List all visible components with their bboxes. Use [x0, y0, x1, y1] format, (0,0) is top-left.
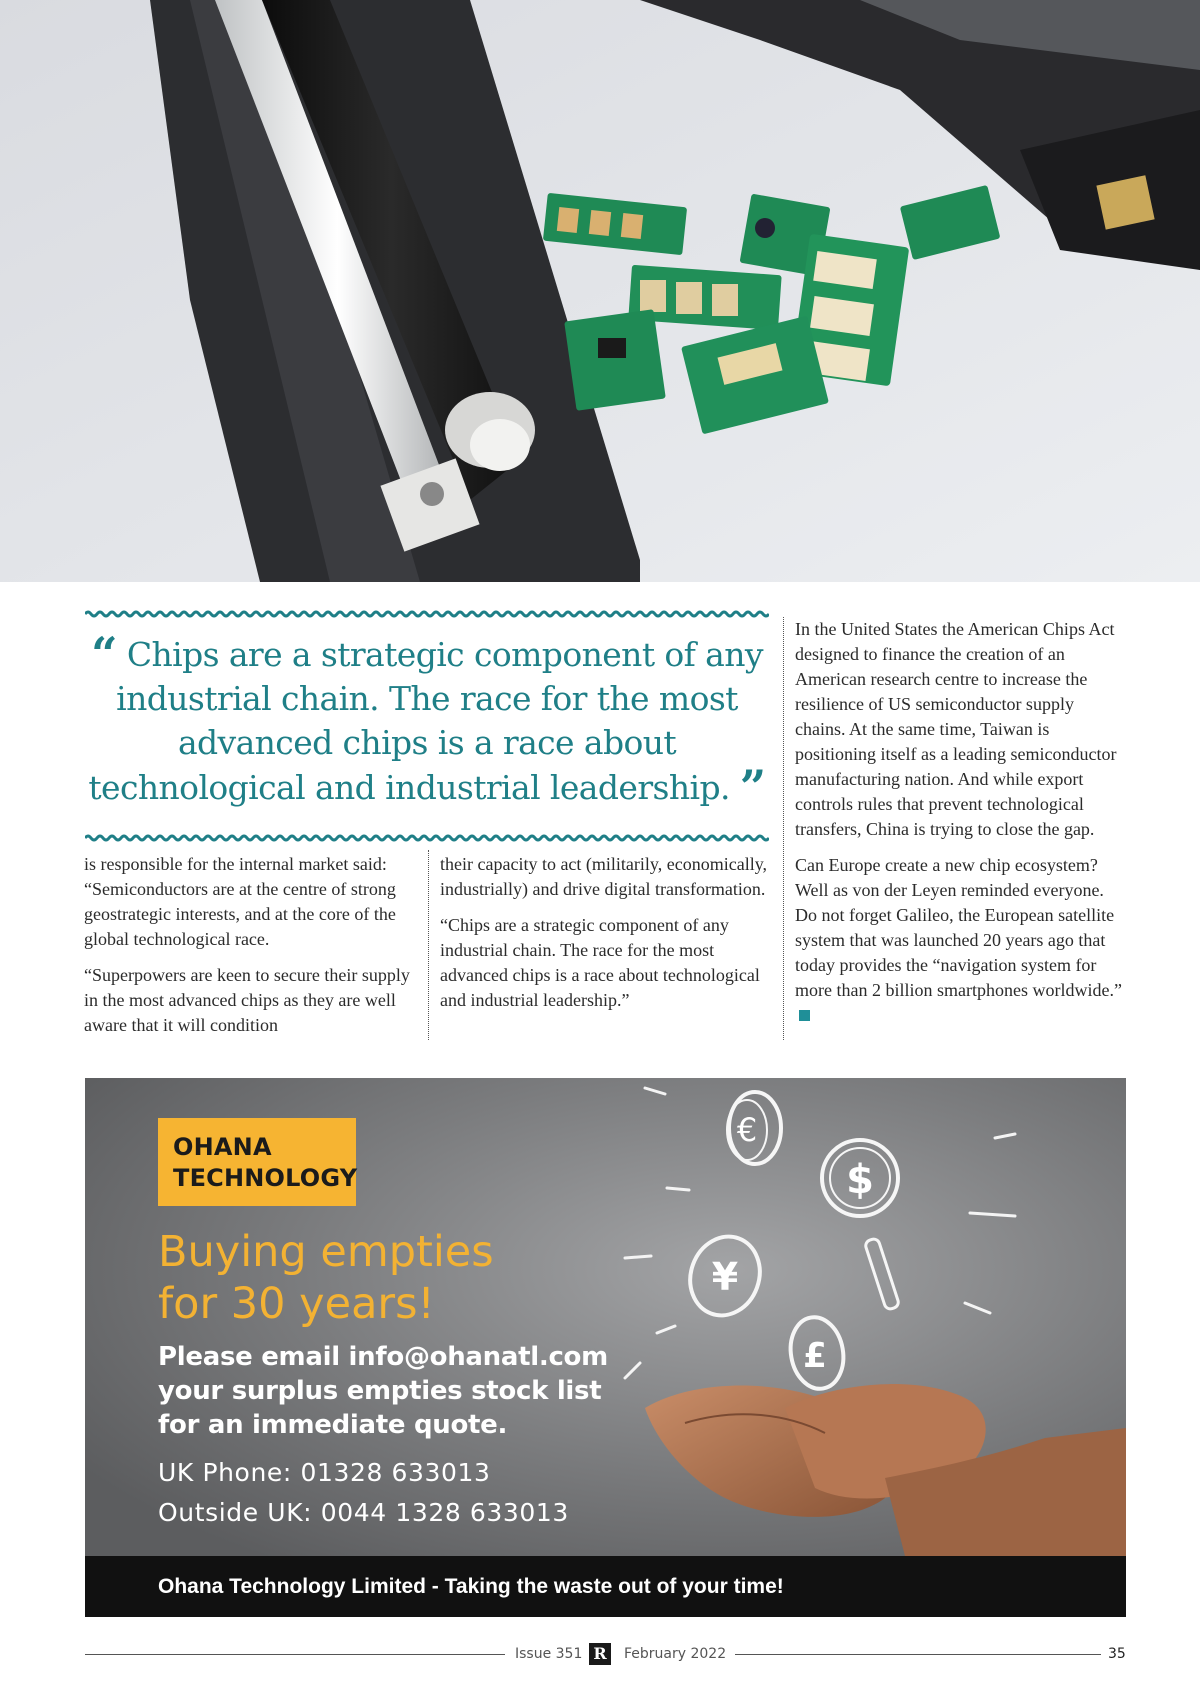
- column-divider: [783, 617, 784, 1040]
- email-line[interactable]: Please email info@ohanatl.com: [158, 1342, 608, 1372]
- paragraph: is responsible for the internal market said: “Semiconductors are at the centre of strong geostrategic interests, and at the core of the global technological race.: [84, 854, 396, 949]
- ad-headline: [158, 1226, 618, 1330]
- paragraph: [795, 853, 1125, 1028]
- ad-footer-tagline: Ohana Technology Limited - Taking the waste out of your time!: [85, 1556, 1126, 1617]
- article-column-1: [84, 852, 416, 1049]
- paragraph: “Chips are a strategic component of any industrial chain. The race for the most advanced chips is a race about technological and industrial leadership.”: [440, 915, 760, 1010]
- column-divider: [428, 850, 429, 1040]
- headline-line: for 30 years!: [158, 1279, 435, 1329]
- pull-quote: [85, 610, 769, 840]
- uk-phone[interactable]: UK Phone: 01328 633013: [158, 1458, 491, 1487]
- logo-line: TECHNOLOGY: [173, 1164, 358, 1192]
- email-line: your surplus empties stock list: [158, 1376, 602, 1406]
- article-column-3: [795, 617, 1125, 1039]
- open-quote-mark: “: [91, 627, 117, 681]
- footer-rule-left: [85, 1654, 505, 1655]
- issue-number: Issue 351: [515, 1646, 583, 1662]
- ad-email-call-to-action[interactable]: [158, 1340, 628, 1442]
- issue-date: February 2022: [624, 1646, 727, 1662]
- page-number: 35: [1108, 1646, 1126, 1662]
- close-quote-mark: ”: [739, 760, 766, 814]
- toner-cartridge-illustration: [0, 0, 1200, 582]
- end-of-article-marker: [799, 1010, 810, 1021]
- ohana-logo: [158, 1118, 356, 1206]
- logo-line: OHANA: [173, 1133, 272, 1161]
- pull-quote-body: Chips are a strategic component of any industrial chain. The race for the most advanced chips is a race about technological and industrial leadership.: [88, 635, 763, 807]
- email-line: for an immediate quote.: [158, 1410, 508, 1440]
- pull-quote-text: [85, 627, 769, 814]
- svg-text:$: $: [846, 1157, 874, 1203]
- wave-divider-bottom: [85, 834, 769, 842]
- footer-rule-right: [735, 1654, 1101, 1655]
- chip-5: [564, 309, 666, 411]
- paragraph: “Superpowers are keen to secure their supply in the most advanced chips as they are well aware that it will condition: [84, 965, 410, 1035]
- international-phone[interactable]: Outside UK: 0044 1328 633013: [158, 1498, 569, 1527]
- svg-text:€: €: [736, 1111, 758, 1149]
- svg-text:£: £: [803, 1336, 827, 1376]
- wave-divider-top: [85, 610, 769, 618]
- magazine-logo: R: [589, 1643, 611, 1665]
- ohana-advert[interactable]: [85, 1078, 1126, 1617]
- paragraph: In the United States the American Chips Act designed to finance the creation of an American research centre to increase the resilience of US semiconductor supply chains. At the same time, Taiwan is positioning itself as a leading semiconductor manufacturing nation. And while export controls rules that prevent technological transfers, China is trying to close the gap.: [795, 619, 1117, 839]
- headline-line: Buying empties: [158, 1227, 494, 1277]
- article-column-2: [440, 852, 773, 1024]
- paragraph: their capacity to act (militarily, economically, industrially) and drive digital transformation.: [440, 854, 768, 899]
- hero-photo: [0, 0, 1200, 582]
- svg-text:¥: ¥: [711, 1255, 739, 1299]
- paragraph-text: Can Europe create a new chip ecosystem? Well as von der Leyen reminded everyone. Do not forget Galileo, the European satellite system that was launched 20 years ago that today provides the “navigation system for more than 2 billion smartphones worldwide.”: [795, 855, 1122, 1000]
